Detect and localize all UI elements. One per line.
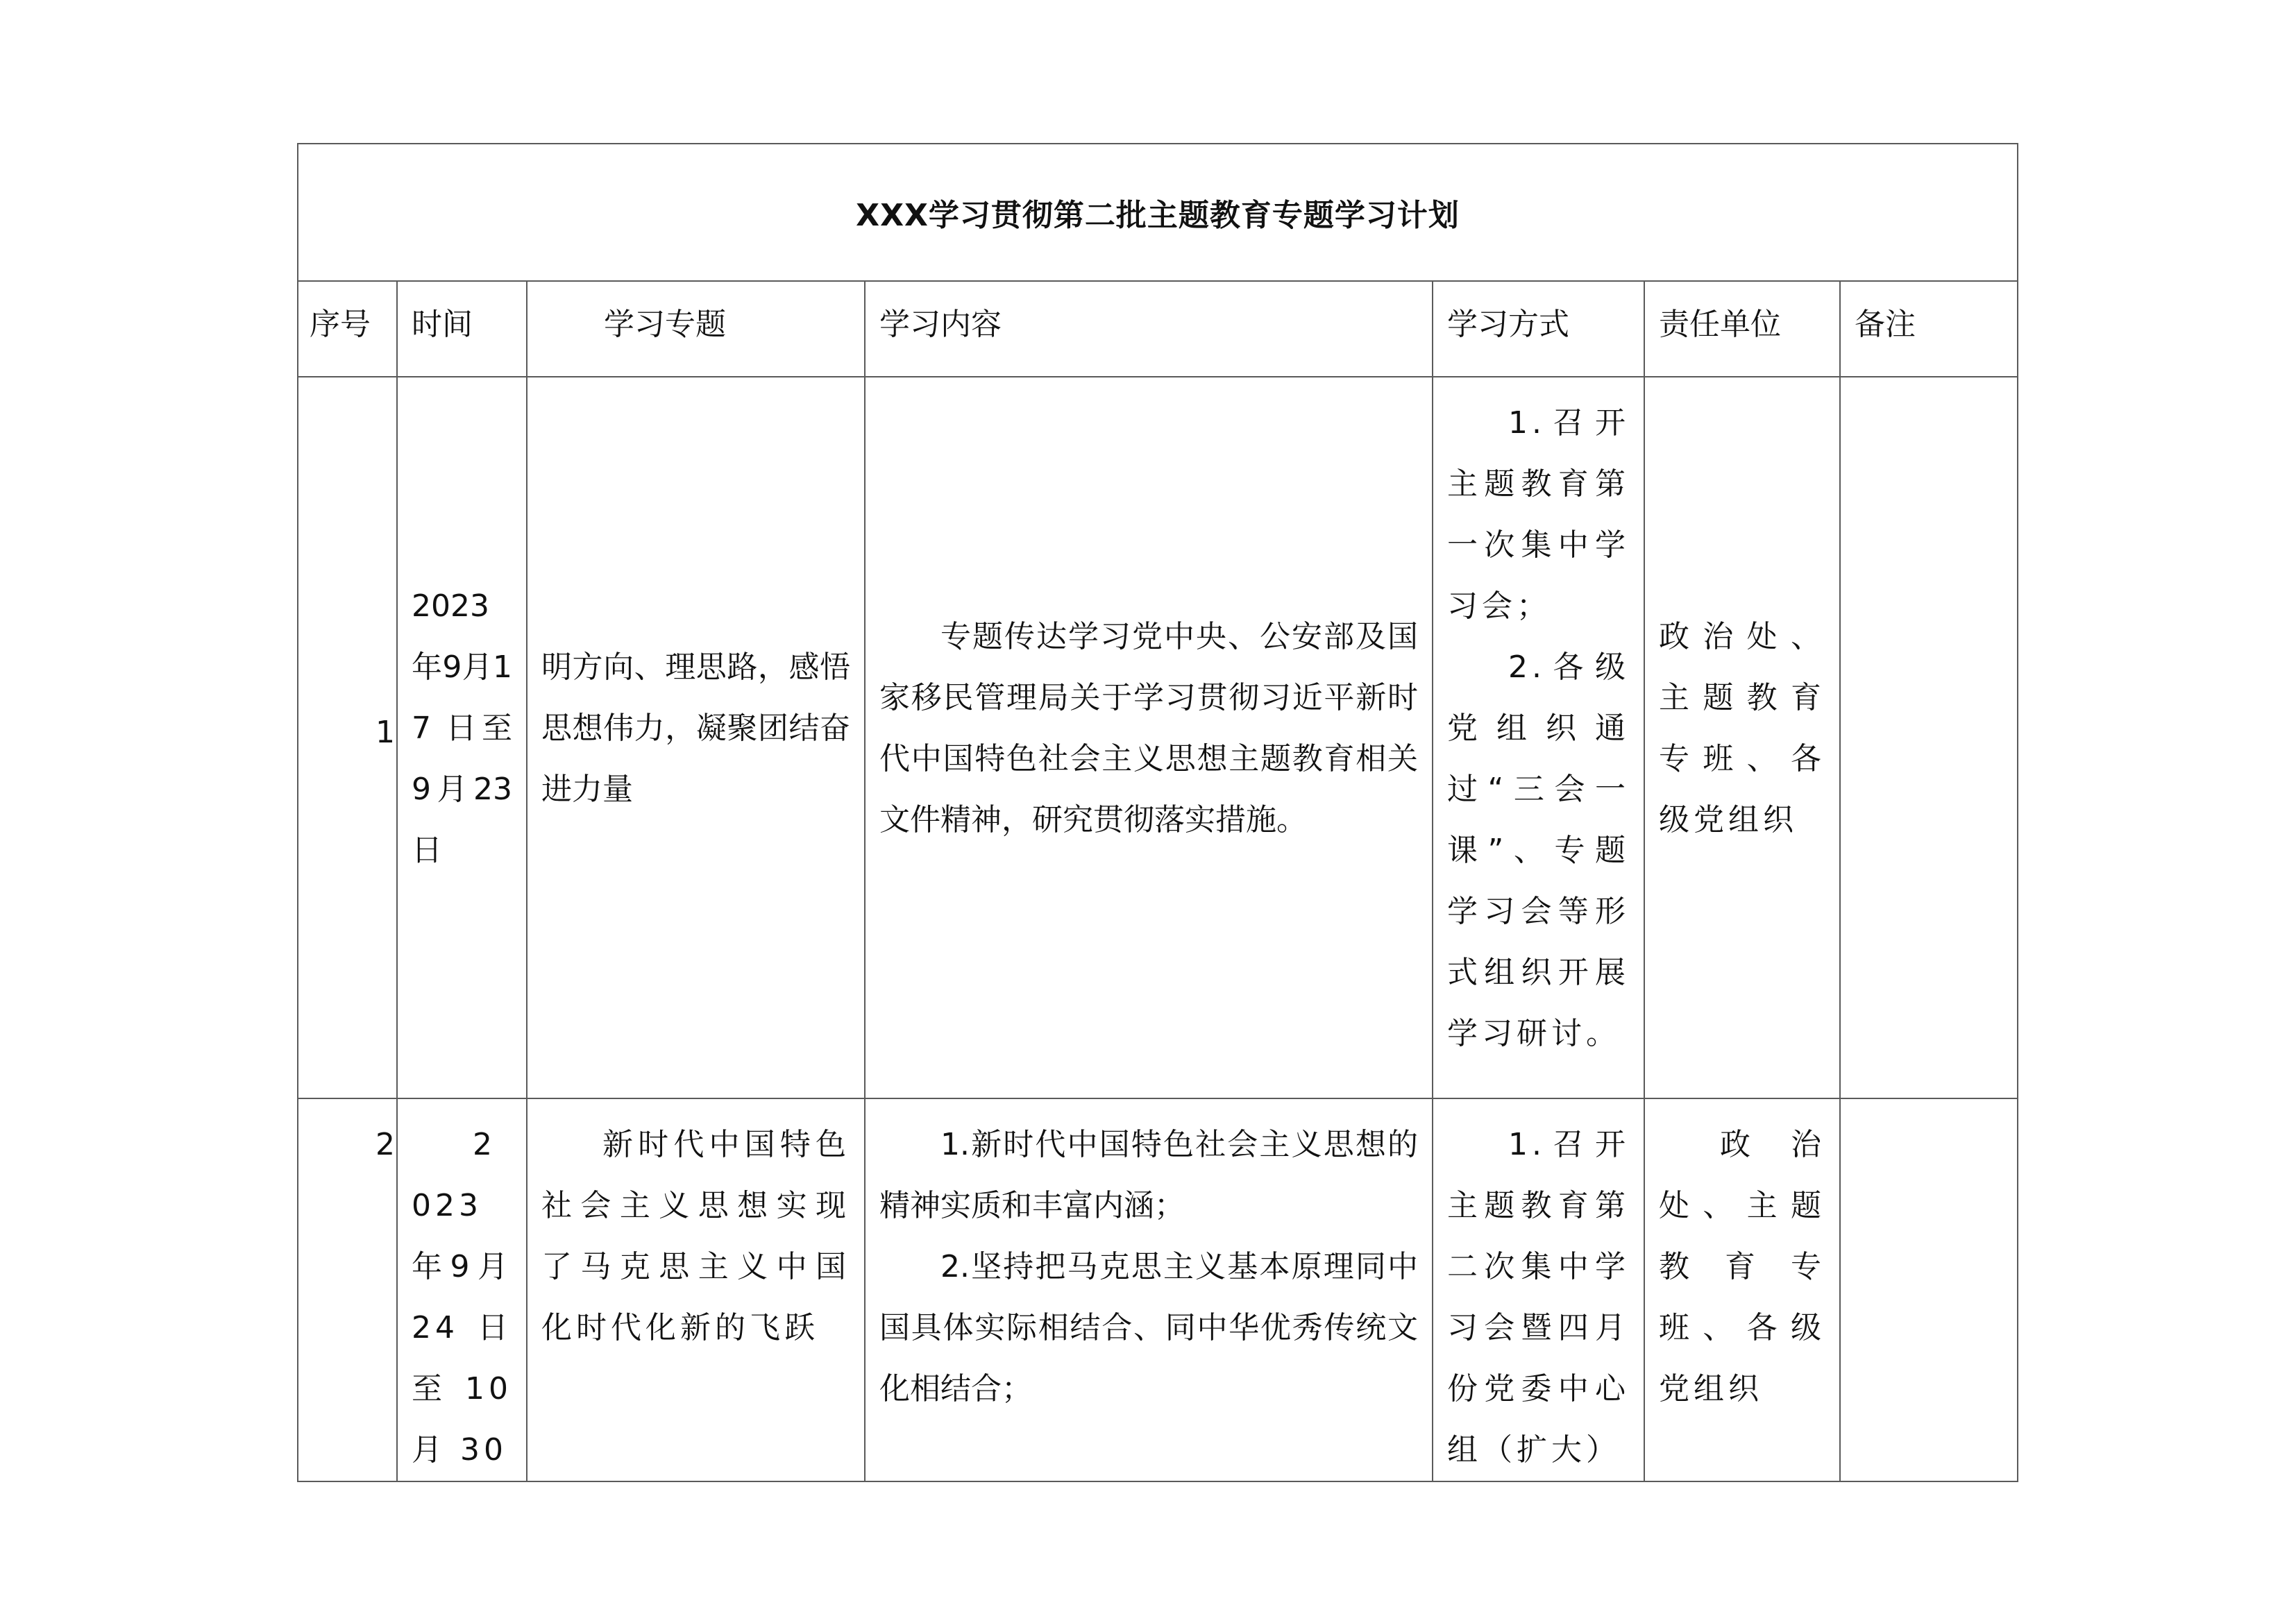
content-paragraph: 专题传达学习党中央、公安部及国家移民管理局关于学习贯彻习近平新时代中国特色社会主义思想主题教育相关文件精神，研究贯彻落实措施。 <box>879 619 1418 838</box>
header-remark: 备注 <box>1840 281 2018 377</box>
row-method <box>1433 1098 1644 1481</box>
row-unit: 政治处、主题教育专班、各级党组织 <box>1644 377 1840 1098</box>
header-unit: 责任单位 <box>1644 281 1840 377</box>
row-method <box>1433 377 1644 1098</box>
row-seq: 2 <box>298 1098 397 1481</box>
row-unit: 政治处、主题教育专班、各级党组织 <box>1644 1098 1840 1481</box>
row-content <box>865 377 1433 1098</box>
study-plan-table <box>297 143 2018 1482</box>
method-item: 2.各级党组织通过“三会一课”、专题学习会等形式组织开展学习研讨。 <box>1447 649 1630 1051</box>
row-topic: 新时代中国特色社会主义思想实现了马克思主义中国化时代化新的飞跃 <box>527 1098 865 1481</box>
row-remark <box>1840 377 2018 1098</box>
row-seq: 1 <box>298 377 397 1098</box>
row-topic: 明方向、理思路，感悟思想伟力，凝聚团结奋进力量 <box>527 377 865 1098</box>
header-seq: 序号 <box>298 281 397 377</box>
row-remark <box>1840 1098 2018 1481</box>
content-paragraph: 2.坚持把马克思主义基本原理同中国具体实际相结合、同中华优秀传统文化相结合； <box>879 1249 1418 1407</box>
table-row <box>298 1098 2018 1481</box>
header-time: 时间 <box>397 281 527 377</box>
row-time: 2023年9月 24 日至 10 月 30 <box>397 1098 527 1481</box>
header-content: 学习内容 <box>865 281 1433 377</box>
row-time: 2023年9月17 日至9月23日 <box>397 377 527 1098</box>
table-row <box>298 377 2018 1098</box>
table-title: XXX学习贯彻第二批主题教育专题学习计划 <box>298 144 2018 281</box>
method-item: 1.召开主题教育第二次集中学习会暨四月份党委中心组（扩大） <box>1447 1127 1630 1468</box>
content-paragraph: 1.新时代中国特色社会主义思想的精神实质和丰富内涵； <box>879 1127 1418 1223</box>
header-topic: 学习专题 <box>527 281 865 377</box>
header-method: 学习方式 <box>1433 281 1644 377</box>
method-item: 1.召开主题教育第一次集中学习会； <box>1447 405 1630 624</box>
row-content <box>865 1098 1433 1481</box>
header-row <box>298 281 2018 377</box>
